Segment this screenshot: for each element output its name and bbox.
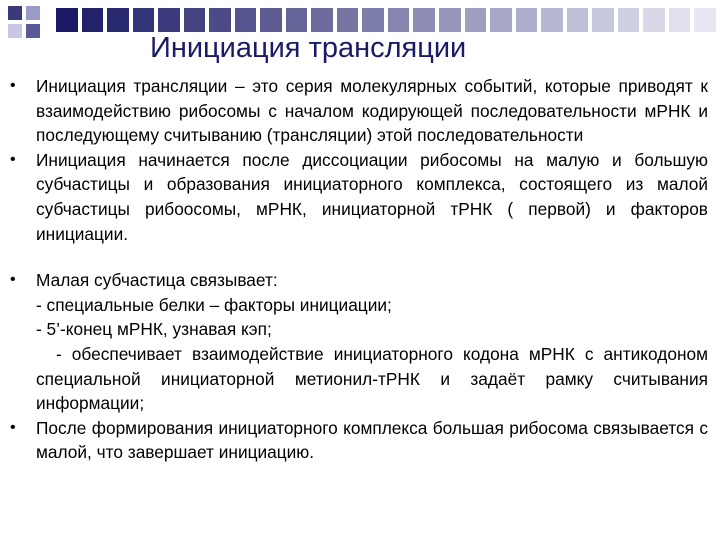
bullet-marker: • [10,418,16,436]
banner-square [669,8,691,32]
banner-square [541,8,563,32]
sub-item-3-text: - обеспечивает взаимодействие инициаторного кодона мРНК с антикодоном специальной инициаторной метионил-тРНК и задаёт рамку считывания информации; [36,343,708,414]
corner-square-4 [26,24,40,38]
banner-square [235,8,257,32]
bullet-item-2 [8,148,708,246]
slide-title: Инициация трансляции [150,32,467,64]
corner-square-3 [8,24,22,38]
slide-content [8,74,708,465]
banner-square [133,8,155,32]
banner-square [413,8,435,32]
corner-square-1 [8,6,22,20]
bullet-item-1 [8,74,708,148]
banner-square [209,8,231,32]
bullet-marker: • [10,150,16,168]
banner-square [694,8,716,32]
banner-square [56,8,78,32]
banner-square [184,8,206,32]
banner-square [107,8,129,32]
bullet-item-3 [8,268,708,293]
banner-square [362,8,384,32]
banner-square [260,8,282,32]
banner-square [516,8,538,32]
banner-square [337,8,359,32]
banner-square [82,8,104,32]
bullet-marker: • [10,77,16,94]
bullet-marker: • [10,271,16,289]
banner-square [439,8,461,32]
sub-item-2: - 5’-конец мРНК, узнавая кэп; [36,319,272,340]
bullet-text-1: Инициация трансляции – это серия молекулярных событий, которые приводят к взаимодействию рибосомы с началом кодирующей последовательности мРНК и последующему считыванию (трансляции) этой последовательности [36,76,708,146]
banner-square [311,8,333,32]
sub-item-3 [8,342,708,416]
bullet-text-2: Инициация начинается после диссоциации рибосомы на малую и большую субчастицы и образования инициаторного комплекса, состоящего из малой субчастицы рибоосомы, мРНК, инициаторной тРНК ( первой) и факторов инициации. [36,149,708,244]
banner-square [158,8,180,32]
banner-square [618,8,640,32]
banner-square [286,8,308,32]
bullet-item-4 [8,416,708,465]
banner-square [490,8,512,32]
sub-item-1: - специальные белки – факторы инициации; [36,294,392,315]
banner-square [388,8,410,32]
banner-square [643,8,665,32]
decorative-banner [56,8,716,32]
bullet-text-3: Малая субчастица связывает: [36,270,278,291]
bullet-text-4: После формирования инициаторного комплекса большая рибосома связывается с малой, что завершает инициацию. [36,417,708,463]
corner-square-2 [26,6,40,20]
banner-square [567,8,589,32]
banner-square [465,8,487,32]
banner-square [592,8,614,32]
